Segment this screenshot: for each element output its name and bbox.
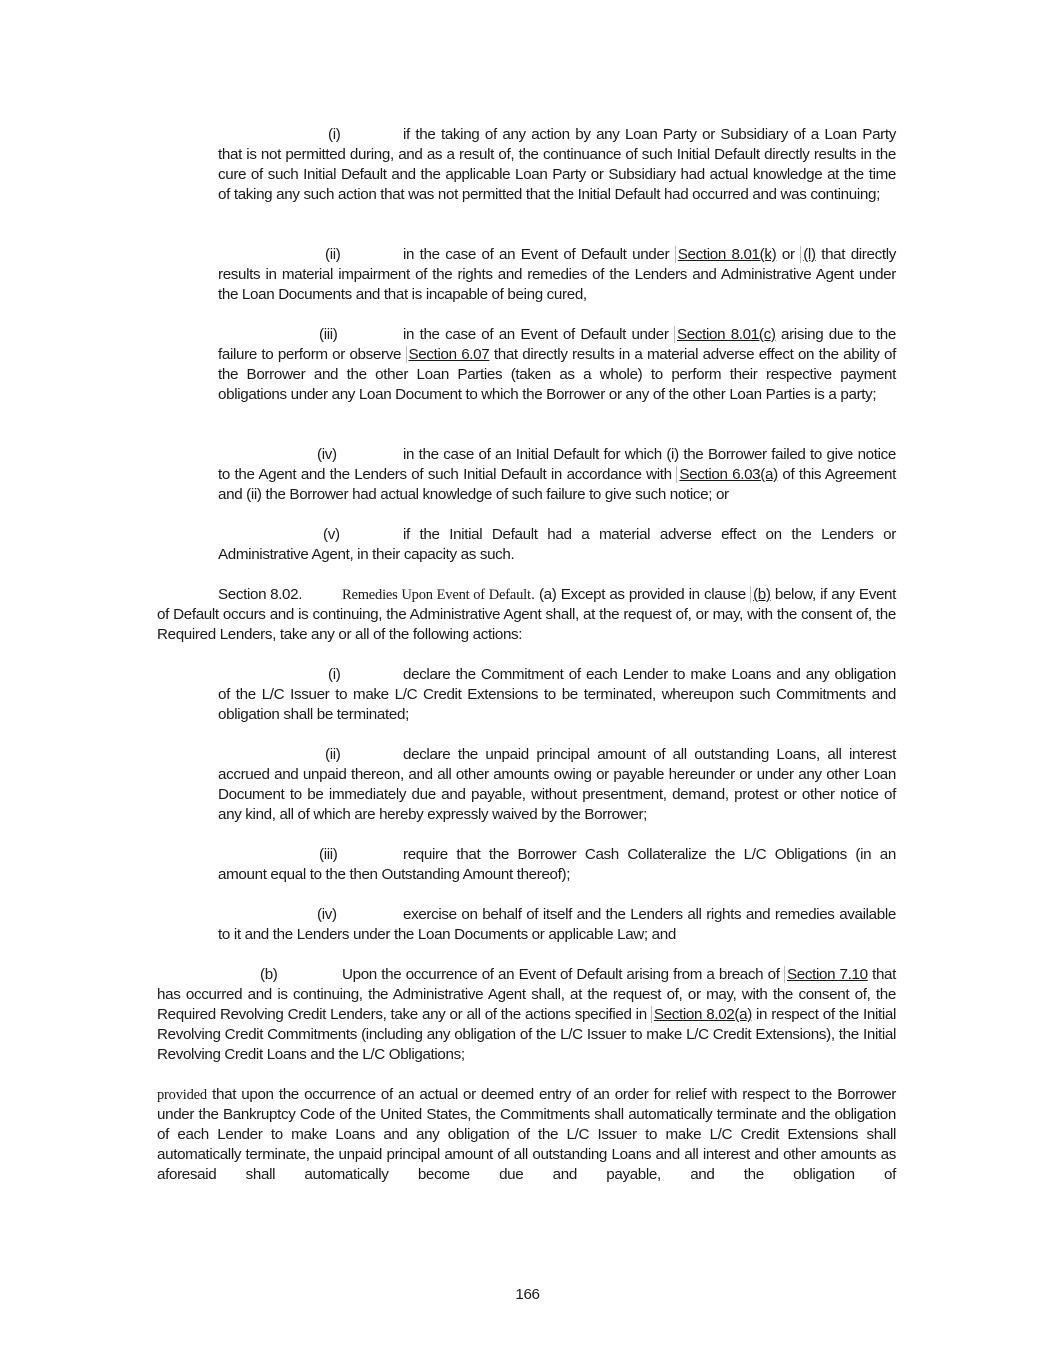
clause-text: in the case of an Event of Default under	[403, 326, 675, 343]
clause-number: (i)	[328, 666, 341, 683]
clause-number: (iv)	[317, 906, 337, 923]
clause-number: (iii)	[319, 846, 338, 863]
clause-number: (ii)	[325, 246, 341, 263]
clause-number: (iv)	[317, 446, 337, 463]
clause-text: in respect of the Initial Revolving Credit Commitments (including any obligation of the L/C Issuer to make L/C Credit Extensions), the Initial Revolving Credit Loans and the L/C Obligations;	[157, 1006, 896, 1063]
action-ii	[218, 745, 896, 825]
clause-text: that directly results in material impairment of the rights and remedies of the Lenders and Administrative Agent under the Loan Documents and that is incapable of being cured,	[218, 246, 896, 303]
clause-v	[218, 525, 896, 565]
clause-number: (ii)	[325, 746, 341, 763]
cross-reference-link[interactable]: (l)	[800, 246, 815, 263]
cross-reference-link[interactable]: Section 8.02(a)	[651, 1006, 752, 1023]
proviso-paragraph	[157, 1085, 896, 1185]
clause-text: if the Initial Default had a material adverse effect on the Lenders or Administrative Agent, in their capacity as such.	[218, 526, 896, 563]
proviso-word: provided	[157, 1087, 207, 1103]
cross-reference-link[interactable]: Section 8.01(k)	[675, 246, 777, 263]
clause-text: exercise on behalf of itself and the Lenders all rights and remedies available to it and the Lenders under the Loan Documents or applicable Law; and	[218, 906, 896, 943]
clause-text: that has occurred and is continuing, the Administrative Agent shall, at the request of, or may, with the consent of, the Required Revolving Credit Lenders, take any or all of the actions specified in	[157, 966, 897, 1023]
clause-text: declare the unpaid principal amount of all outstanding Loans, all interest accrued and unpaid thereon, and all other amounts owing or payable hereunder or under any other Loan Document to be immediately due and payable, without presentment, demand, protest or other notice of any kind, all of which are hereby expressly waived by the Borrower;	[218, 746, 896, 823]
clause-text: arising due to the failure to perform or observe	[218, 326, 896, 363]
action-iii	[218, 845, 896, 885]
clause-text: that directly results in a material adverse effect on the ability of the Borrower and the other Loan Parties (taken as a whole) to perform their respective payment obligations under any Loan Document to which the Borrower or any of the other Loan Parties is a party;	[218, 346, 896, 403]
clause-text: declare the Commitment of each Lender to make Loans and any obligation of the L/C Issuer to make L/C Credit Extensions to be terminated, whereupon such Commitments and obligation shall be terminated;	[218, 666, 896, 723]
cross-reference-link[interactable]: Section 7.10	[784, 966, 868, 983]
cross-reference-link[interactable]: Section 6.03(a)	[676, 466, 777, 483]
clause-i	[218, 125, 896, 205]
clause-text: or	[776, 246, 801, 263]
clause-text: Upon the occurrence of an Event of Default arising from a breach of	[342, 966, 784, 983]
proviso-text: that upon the occurrence of an actual or deemed entry of an order for relief with respect to the Borrower under the Bankruptcy Code of the United States, the Commitments shall automatically terminate and the obligation of each Lender to make Loans and any obligation of the L/C Issuer to make L/C Credit Extensions shall automatically terminate, the unpaid principal amount of all outstanding Loans and all interest and other amounts as aforesaid shall automatically become due and payable, and the obligation of	[157, 1086, 896, 1183]
action-iv	[218, 905, 896, 945]
clause-text: in the case of an Initial Default for which (i) the Borrower failed to give notice to the Agent and the Lenders of such Initial Default in accordance with	[218, 446, 896, 483]
section-text: . (a) Except as provided in clause	[530, 586, 751, 603]
page-number: 166	[515, 1286, 540, 1303]
clause-b	[157, 965, 896, 1065]
clause-number: (b)	[260, 966, 278, 983]
section-8-02-paragraph	[157, 585, 896, 645]
clause-text: if the taking of any action by any Loan Party or Subsidiary of a Loan Party that is not permitted during, and as a result of, the continuance of such Initial Default directly results in the cure of such Initial Default and the applicable Loan Party or Subsidiary had actual knowledge at the time of taking any such action that was not permitted that the Initial Default had occurred and was continuing;	[218, 126, 896, 203]
cross-reference-link[interactable]: Section 8.01(c)	[674, 326, 776, 343]
clause-iv	[218, 445, 896, 505]
clause-text: in the case of an Event of Default under	[403, 246, 675, 263]
cross-reference-link[interactable]: Section 6.07	[406, 346, 490, 363]
clause-number: (v)	[323, 526, 340, 543]
clause-ii	[218, 245, 896, 305]
cross-reference-link[interactable]: (b)	[750, 586, 771, 603]
action-i	[218, 665, 896, 725]
clause-number: (iii)	[319, 326, 338, 343]
clause-text: require that the Borrower Cash Collateralize the L/C Obligations (in an amount equal to the then Outstanding Amount thereof);	[218, 846, 896, 883]
section-caption: Remedies Upon Event of Default	[342, 587, 531, 603]
clause-iii	[218, 325, 896, 405]
section-number: Section 8.02.	[218, 586, 303, 603]
clause-number: (i)	[328, 126, 341, 143]
clause-text: of this Agreement and (ii) the Borrower had actual knowledge of such failure to give such notice; or	[218, 466, 896, 503]
section-text: below, if any Event of Default occurs and is continuing, the Administrative Agent shall, at the request of, or may, with the consent of, the Required Lenders, take any or all of the following actions:	[157, 586, 897, 643]
